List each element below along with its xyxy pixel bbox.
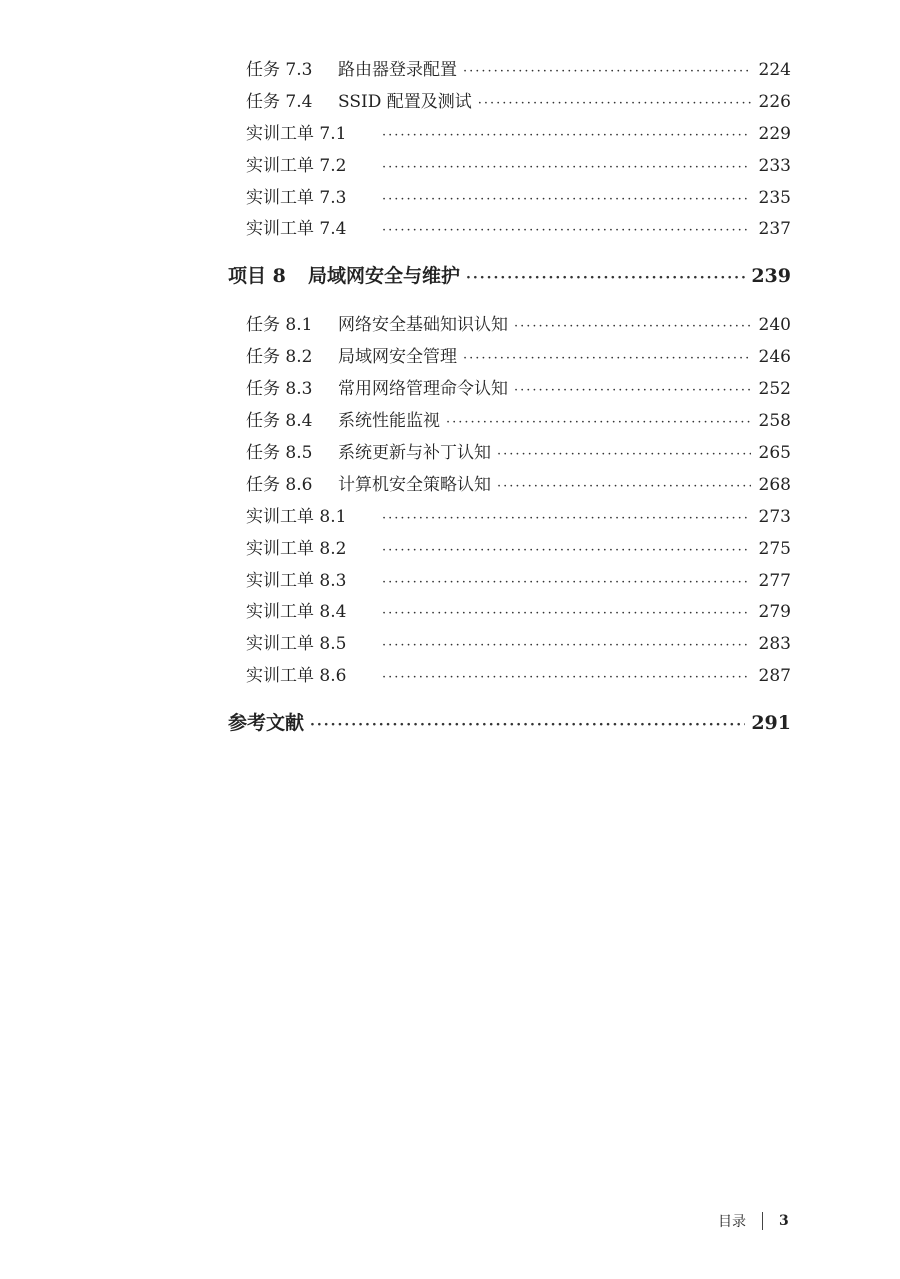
toc-entry[interactable] (246, 538, 791, 562)
entry-number: 实训工单 8.4 (246, 602, 347, 622)
entry-page: 229 (758, 124, 791, 144)
entry-number: 实训工单 7.3 (246, 188, 347, 208)
entry-number: 实训工单 8.2 (246, 539, 347, 559)
dot-leader (382, 189, 751, 211)
toc-entry[interactable] (246, 633, 791, 657)
footer-label: 目录 (718, 1214, 746, 1230)
references-title: 参考文献 (228, 712, 305, 734)
entry-page: 265 (758, 443, 791, 463)
entry-number: 实训工单 8.6 (246, 666, 347, 686)
dot-leader (514, 380, 751, 402)
dot-leader (514, 316, 751, 338)
dot-leader (310, 714, 745, 736)
toc-entry[interactable] (246, 601, 791, 625)
toc-entry[interactable] (246, 378, 791, 402)
dot-leader (497, 444, 751, 466)
entry-number: 任务 7.4 (246, 92, 313, 112)
entry-number: 实训工单 7.2 (246, 156, 347, 176)
dot-leader (466, 267, 745, 289)
toc-entry[interactable] (246, 123, 791, 147)
footer-divider (762, 1212, 763, 1230)
chapter-title: 局域网安全与维护 (308, 265, 461, 287)
entry-title: 网络安全基础知识认知 (338, 315, 508, 335)
entry-page: 235 (758, 188, 791, 208)
entry-page: 283 (758, 634, 791, 654)
entry-number: 任务 8.5 (246, 443, 313, 463)
entry-page: 277 (758, 571, 791, 591)
page-footer (718, 1210, 789, 1232)
dot-leader (382, 508, 751, 530)
entry-number: 任务 7.3 (246, 60, 313, 80)
toc-entry[interactable] (246, 665, 791, 689)
dot-leader (382, 540, 751, 562)
toc-entry[interactable] (246, 187, 791, 211)
dot-leader (446, 412, 751, 434)
dot-leader (463, 348, 751, 370)
entry-title: 系统性能监视 (338, 411, 440, 431)
page-number: 3 (779, 1213, 789, 1229)
dot-leader (478, 93, 751, 115)
dot-leader (382, 603, 751, 625)
entry-page: 226 (758, 92, 791, 112)
chapter-number: 项目 8 (228, 265, 286, 287)
entry-title: SSID 配置及测试 (338, 92, 472, 112)
dot-leader (382, 125, 751, 147)
entry-number: 任务 8.6 (246, 475, 313, 495)
toc-entry[interactable] (246, 346, 791, 370)
toc-entry[interactable] (246, 442, 791, 466)
entry-page: 287 (758, 666, 791, 686)
entry-number: 实训工单 7.4 (246, 219, 347, 239)
dot-leader (497, 476, 751, 498)
entry-page: 279 (758, 602, 791, 622)
entry-title: 常用网络管理命令认知 (338, 379, 508, 399)
entry-title: 路由器登录配置 (338, 60, 457, 80)
entry-page: 268 (758, 475, 791, 495)
entry-page: 258 (758, 411, 791, 431)
entry-title: 局域网安全管理 (338, 347, 457, 367)
toc-entry[interactable] (246, 410, 791, 434)
references-page: 291 (751, 712, 791, 734)
toc-entry[interactable] (246, 59, 791, 83)
dot-leader (382, 220, 751, 242)
entry-number: 任务 8.3 (246, 379, 313, 399)
entry-page: 233 (758, 156, 791, 176)
toc-entry[interactable] (246, 474, 791, 498)
entry-page: 246 (758, 347, 791, 367)
entry-page: 240 (758, 315, 791, 335)
entry-number: 实训工单 7.1 (246, 124, 347, 144)
toc-entry[interactable] (246, 155, 791, 179)
dot-leader (382, 157, 751, 179)
toc-entry[interactable] (246, 314, 791, 338)
dot-leader (382, 572, 751, 594)
entry-number: 任务 8.2 (246, 347, 313, 367)
toc-entry[interactable] (246, 570, 791, 594)
toc-chapter-entry[interactable] (228, 265, 791, 289)
entry-page: 224 (758, 60, 791, 80)
entry-number: 实训工单 8.3 (246, 571, 347, 591)
entry-title: 系统更新与补丁认知 (338, 443, 491, 463)
entry-page: 237 (758, 219, 791, 239)
dot-leader (382, 635, 751, 657)
entry-page: 273 (758, 507, 791, 527)
toc-entry[interactable] (246, 506, 791, 530)
toc-references-entry[interactable] (228, 712, 791, 736)
dot-leader (463, 61, 751, 83)
entry-title: 计算机安全策略认知 (338, 475, 491, 495)
entry-number: 实训工单 8.5 (246, 634, 347, 654)
entry-page: 275 (758, 539, 791, 559)
toc-entry[interactable] (246, 218, 791, 242)
entry-page: 252 (758, 379, 791, 399)
entry-number: 实训工单 8.1 (246, 507, 347, 527)
entry-number: 任务 8.4 (246, 411, 313, 431)
dot-leader (382, 667, 751, 689)
toc-entry[interactable] (246, 91, 791, 115)
chapter-page: 239 (751, 265, 791, 287)
entry-number: 任务 8.1 (246, 315, 313, 335)
